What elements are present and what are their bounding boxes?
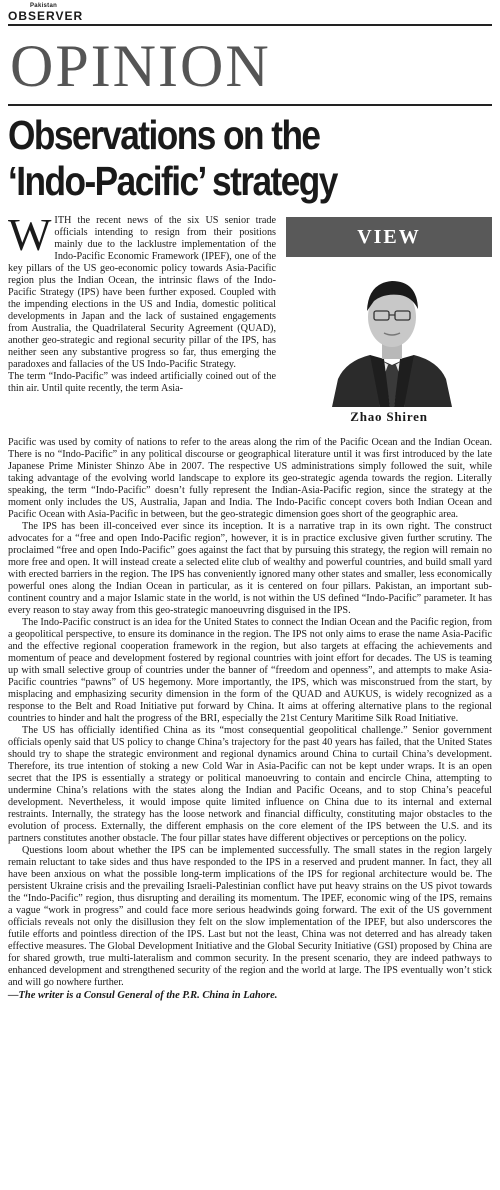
headline-line-1: Observations on the	[8, 112, 320, 158]
author-note: —The writer is a Consul General of the P.R. China in Lahore.	[8, 990, 278, 1001]
drop-cap: W	[8, 209, 52, 260]
top-rule	[8, 24, 492, 26]
section-rule	[8, 104, 492, 106]
masthead-title: OBSERVER	[8, 9, 84, 23]
main-column	[8, 437, 492, 1002]
intro-continuation: The term “Indo-Pacific” was indeed artificially coined out of the thin air. Until quite recently, the term Asia-	[8, 371, 276, 394]
paragraph-3: The Indo-Pacific construct is an idea for the United States to connect the Indian Ocean and the Pacific region, from a geopolitical perspective, to ensure its dominance in the region. The IPS not only aims to erase the name Asia-Pacific and the effective regional cooperation framework in the region, but also targets at effacing the achievements and momentum of peace and development fostered by regional countries with joint effort for decades. The US is teaming up with small selective group of countries under the banner of “freedom and openness”, and attempts to make Asia-Pacific countries “pawns” of US hegemony. More importantly, the IPS, which was misconstrued from the start, by misplacing and emphasizing security dimension in the form of the QUAD and AUKUS, is widely recognized as a response to the Belt and Road Initiative put forward by China. It aims at offering alternative plans to the regional countries to hinder and halt the progress of the BRI, especially the 21st Century Maritime Silk Road Initiative.	[8, 617, 492, 724]
paragraph-1: Pacific was used by comity of nations to refer to the areas along the rim of the Pacific Ocean and the Indian Ocean. There is no “Indo-Pacific” in any political discourse or geographical literature until it was first introduced by the late Japanese Prime Minister Shinzo Abe in 2007. The respective US administrations simply followed the suit, while taking advantage of the evolving world landscape to explore its geo-strategic agenda towards the region. Literally speaking, the term “Indo-Pacific” doesn’t fully represent the Indian-Asia-Pacific region, since the strategy at the moment only includes the US, Australia, Japan and India. The Indo-Pacific concept covers both Indian Ocean and Pacific Ocean with Asia-Pacific in between, but the geo-strategic dimension goes short of the geographic area.	[8, 437, 492, 520]
view-banner: VIEW	[286, 217, 492, 257]
author-byline: Zhao Shiren	[350, 409, 428, 424]
headline	[8, 112, 490, 204]
intro-column	[8, 209, 276, 395]
section-title: OPINION	[10, 33, 271, 99]
masthead-logo	[8, 3, 158, 23]
headline-line-2: ‘Indo-Pacific’ strategy	[8, 158, 337, 204]
paragraph-2: The IPS has been ill-conceived ever since its inception. It is a narrative trap in its own right. The construct advocates for a “free and open Indo-Pacific region”, however, it is in practice exclusive given further scrutiny. The proclaimed “free and open Indo-Pacific” goes against the fact that by pursuing this strategy, the region will remain no more free and open. It will instead create a selected elite club of wealthy and powerful countries, and build small yard with erected barriers in the region. The IPS has conveniently ignored many other states and smaller, less economically powerful ones along the Indian Ocean in particular, as it is centered on four pillars. Pakistan, an important sub-continent country and a major Islamic state in the world, is not within the US defined “Indo-Pacific” parameter. It has every reason to stay away from this geo-strategic manoeuvring disguised in the IPS.	[8, 521, 492, 616]
intro-paragraph: ITH the recent news of the six US senior trade officials intending to resign from their positions mainly due to the lacklustre implementation of the Indo-Pacific Economic Framework (IPEF), one of the key pillars of the US geo-economic policy towards Asia-Pacific region plus the Indian Ocean, the intrinsic flaws of the Indo-Pacific Strategy (IPS) have been further exposed. Coupled with the impending elections in the US and India, domestic political developments in Japan and the lack of sustained engagements from Australia, the Quadrilateral Security Agreement (QUAD), another geo-strategic and regional security pillar of the IPS, has neither seen any substantive progress so far, thus emerging the paradoxes and fallacies of the US Indo-Pacific Strategy.	[8, 215, 276, 370]
paragraph-4: The US has officially identified China as its “most consequential geopolitical challenge.” Senior government officials openly said that US policy to change China’s trajectory for the past 40 years has failed, that the United States should try to shape the strategic environment and regional dynamics around China to curtail China’s development. Therefore, its true intention of stoking a new Cold War in Asia-Pacific can not be kept under wraps. It is an open secret that the IPS is essentially a strategy or political manoeuvring to contain and encircle China, attempting to undermine China’s relations with the states along the Indian and Pacific Oceans, and to stop China’s peaceful development. Nevertheless, it would impose quite limited influence on China due to its internal and external restraints. Internally, the strategy has the loose network and financial difficulty, constituting major obstacles to the evolution of process. Externally, the different emphasis on the core element of the IPS between the U.S. and its partners constitutes another obstacle. The four pillar states have different objectives or perceptions on the policy.	[8, 725, 492, 844]
masthead-small: Pakistan	[30, 3, 58, 9]
view-panel	[286, 217, 492, 431]
author-portrait	[324, 261, 460, 407]
paragraph-5: Questions loom about whether the IPS can be implemented successfully. The small states in the region largely remain reluctant to take sides and thus have responded to the IPS in a reserved and prudent manner. In fact, they all have been anxious on what the possible long-term implications of the IPS for regional architecture would be. The persistent Ukraine crisis and the prevailing Israeli-Palestinian conflict have put heavy strains on the US pivot towards the “Indo-Pacific” region, thus disrupting and derailing its momentum. The IPEF, economic wing of the IPS, remains a vague “work in progress” and could face more serious headwinds going forward. The exit of the US government officials reveals not only the disillusion they felt on the slow implementation of the IPEF, but also underscores the futile efforts and pointless direction of the IPS. Last but not the least, China was not deterred and has already taken effective measures. The Global Development Initiative and the Global Security Initiative (GSI) proposed by China are for shared growth, true multi-lateralism and common security. In the present scenario, they are indeed pathways to enhanced development and strengthened security of the region and the world at large. The IPS eventually won’t stick and will go nowhere further.	[8, 845, 492, 988]
